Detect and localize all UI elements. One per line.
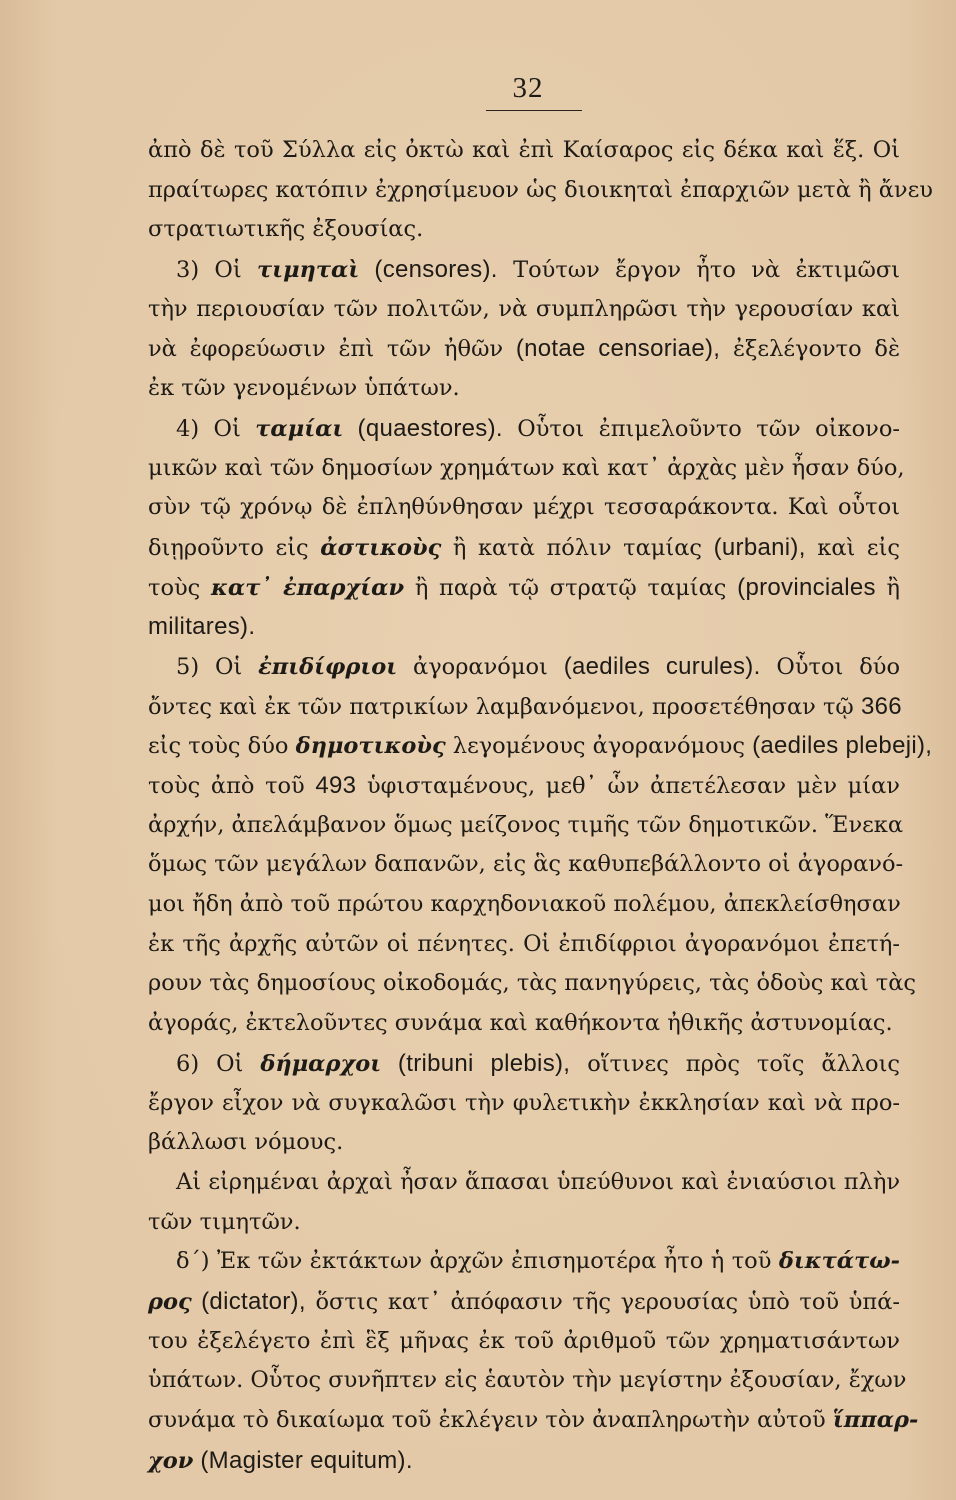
text-line: πραίτωρες κατόπιν ἐχρησίμευον ὡς διοικηταὶ ἐπαρχιῶν μετὰ ἢ ἄνευ [148,176,933,203]
text-line: τοὺς κατ᾽ ἐπαρχίαν ἢ παρὰ τῷ στρατῷ ταμίας (provinciales ἢ [148,573,901,601]
text-line: ρος (dictator), ὅστις κατ᾽ ἀπόφασιν τῆς γερουσίας ὑπὸ τοῦ ὑπά- [148,1287,901,1315]
section-heading-dictator: δ´) Ἐκ τῶν ἐκτάκτων ἀρχῶν ἐπισημοτέρα ἦτο ἡ τοῦ δικτάτω- [176,1248,900,1275]
text-line: ἀπὸ δὲ τοῦ Σύλλα εἰς ὀκτὼ καὶ ἐπὶ Καίσαρος εἰς δέκα καὶ ἕξ. Οἱ [148,137,900,163]
text-line: χον (Magister equitum). [148,1446,413,1474]
page-number-rule [486,110,582,111]
text-line: Αἱ εἰρημέναι ἀρχαὶ ἦσαν ἅπασαι ὑπεύθυνοι καὶ ἐνιαύσιοι πλὴν [176,1168,900,1195]
text-line: ὑπάτων. Οὗτος συνῆπτεν εἰς ἑαυτὸν τὴν μεγίστην ἐξουσίαν, ἔχων [148,1367,907,1394]
page-number: 32 [512,72,544,104]
text-line: ὄντες καὶ ἐκ τῶν πατρικίων λαμβανόμενοι, προσετέθησαν τῷ 366 [148,692,902,720]
text-line: τὴν περιουσίαν τῶν πολιτῶν, νὰ συμπληρῶσι τὴν γερουσίαν καὶ [148,295,900,322]
text-line: ρουν τὰς δημοσίους οἰκοδομάς, τὰς πανηγύρεις, τὰς ὁδοὺς καὶ τὰς [148,970,917,997]
section-heading-quaestores: 4) Οἱ ταμίαι (quaestores). Οὗτοι ἐπιμελοῦντο τῶν οἰκονο- [176,414,900,442]
text-line: του ἐξελέγετο ἐπὶ ἓξ μῆνας ἐκ τοῦ ἀριθμοῦ τῶν χρηματισάντων [148,1327,900,1354]
text-line: στρατιωτικῆς ἐξουσίας. [148,216,424,243]
text-line: νὰ ἐφορεύωσιν ἐπὶ τῶν ἠθῶν (notae censoriae), ἐξελέγοντο δὲ [148,335,901,363]
text-line: ὅμως τῶν μεγάλων δαπανῶν, εἰς ἃς καθυπεβάλλοντο οἱ ἀγορανό- [148,851,904,878]
text-line: militares). [148,613,256,641]
section-heading-aediles: 5) Οἱ ἐπιδίφριοι ἀγορανόμοι (aediles curules). Οὗτοι δύο [176,652,900,680]
text-line: ἐκ τῆς ἀρχῆς αὐτῶν οἱ πένητες. Οἱ ἐπιδίφριοι ἀγορανόμοι ἐπετή- [148,930,900,957]
section-heading-censores: 3) Οἱ τιμηταὶ (censores). Τούτων ἔργον ἦτο νὰ ἐκτιμῶσι [176,256,901,284]
text-line: διῃροῦντο εἰς ἀστικοὺς ἢ κατὰ πόλιν ταμίας (urbani), καὶ εἰς [148,533,901,561]
page [148,68,933,1480]
text-line: μοι ἤδη ἀπὸ τοῦ πρώτου καρχηδονιακοῦ πολέμου, ἀπεκλείσθησαν [148,891,901,918]
text-line: ἐκ τῶν γενομένων ὑπάτων. [148,375,460,402]
text-line: τοὺς ἀπὸ τοῦ 493 ὑφισταμένους, μεθ᾽ ὧν ἀπετέλεσαν μὲν μίαν [148,772,900,799]
text-line: σὺν τῷ χρόνῳ δὲ ἐπληθύνθησαν μέχρι τεσσαράκοντα. Καὶ οὗτοι [148,494,900,521]
text-line: ἀγοράς, ἐκτελοῦντες συνάμα καὶ καθήκοντα ἠθικῆς ἀστυνομίας. [148,1010,893,1037]
section-heading-tribuni: 6) Οἱ δήμαρχοι (tribuni plebis), οἵτινες πρὸς τοῖς ἄλλοις [176,1049,901,1077]
text-line: ἔργον εἶχον νὰ συγκαλῶσι τὴν φυλετικὴν ἐκκλησίαν καὶ νὰ προ- [148,1089,900,1116]
text-line: βάλλωσι νόμους. [148,1129,344,1156]
body-text [148,131,933,1480]
text-line: μικῶν καὶ τῶν δημοσίων χρημάτων καὶ κατ᾽ ἀρχὰς μὲν ἦσαν δύο, [148,454,905,481]
text-line: τῶν τιμητῶν. [148,1208,301,1235]
text-line: εἰς τοὺς δύο δημοτικοὺς λεγομένους ἀγορανόμους (aediles plebeji), [148,732,933,760]
text-line: ἀρχήν, ἀπελάμβανον ὅμως μείζονος τιμῆς τῶν δημοτικῶν. Ἕνεκα [148,811,904,838]
text-line: συνάμα τὸ δικαίωμα τοῦ ἐκλέγειν τὸν ἀναπληρωτὴν αὐτοῦ ἵππαρ- [148,1407,919,1433]
